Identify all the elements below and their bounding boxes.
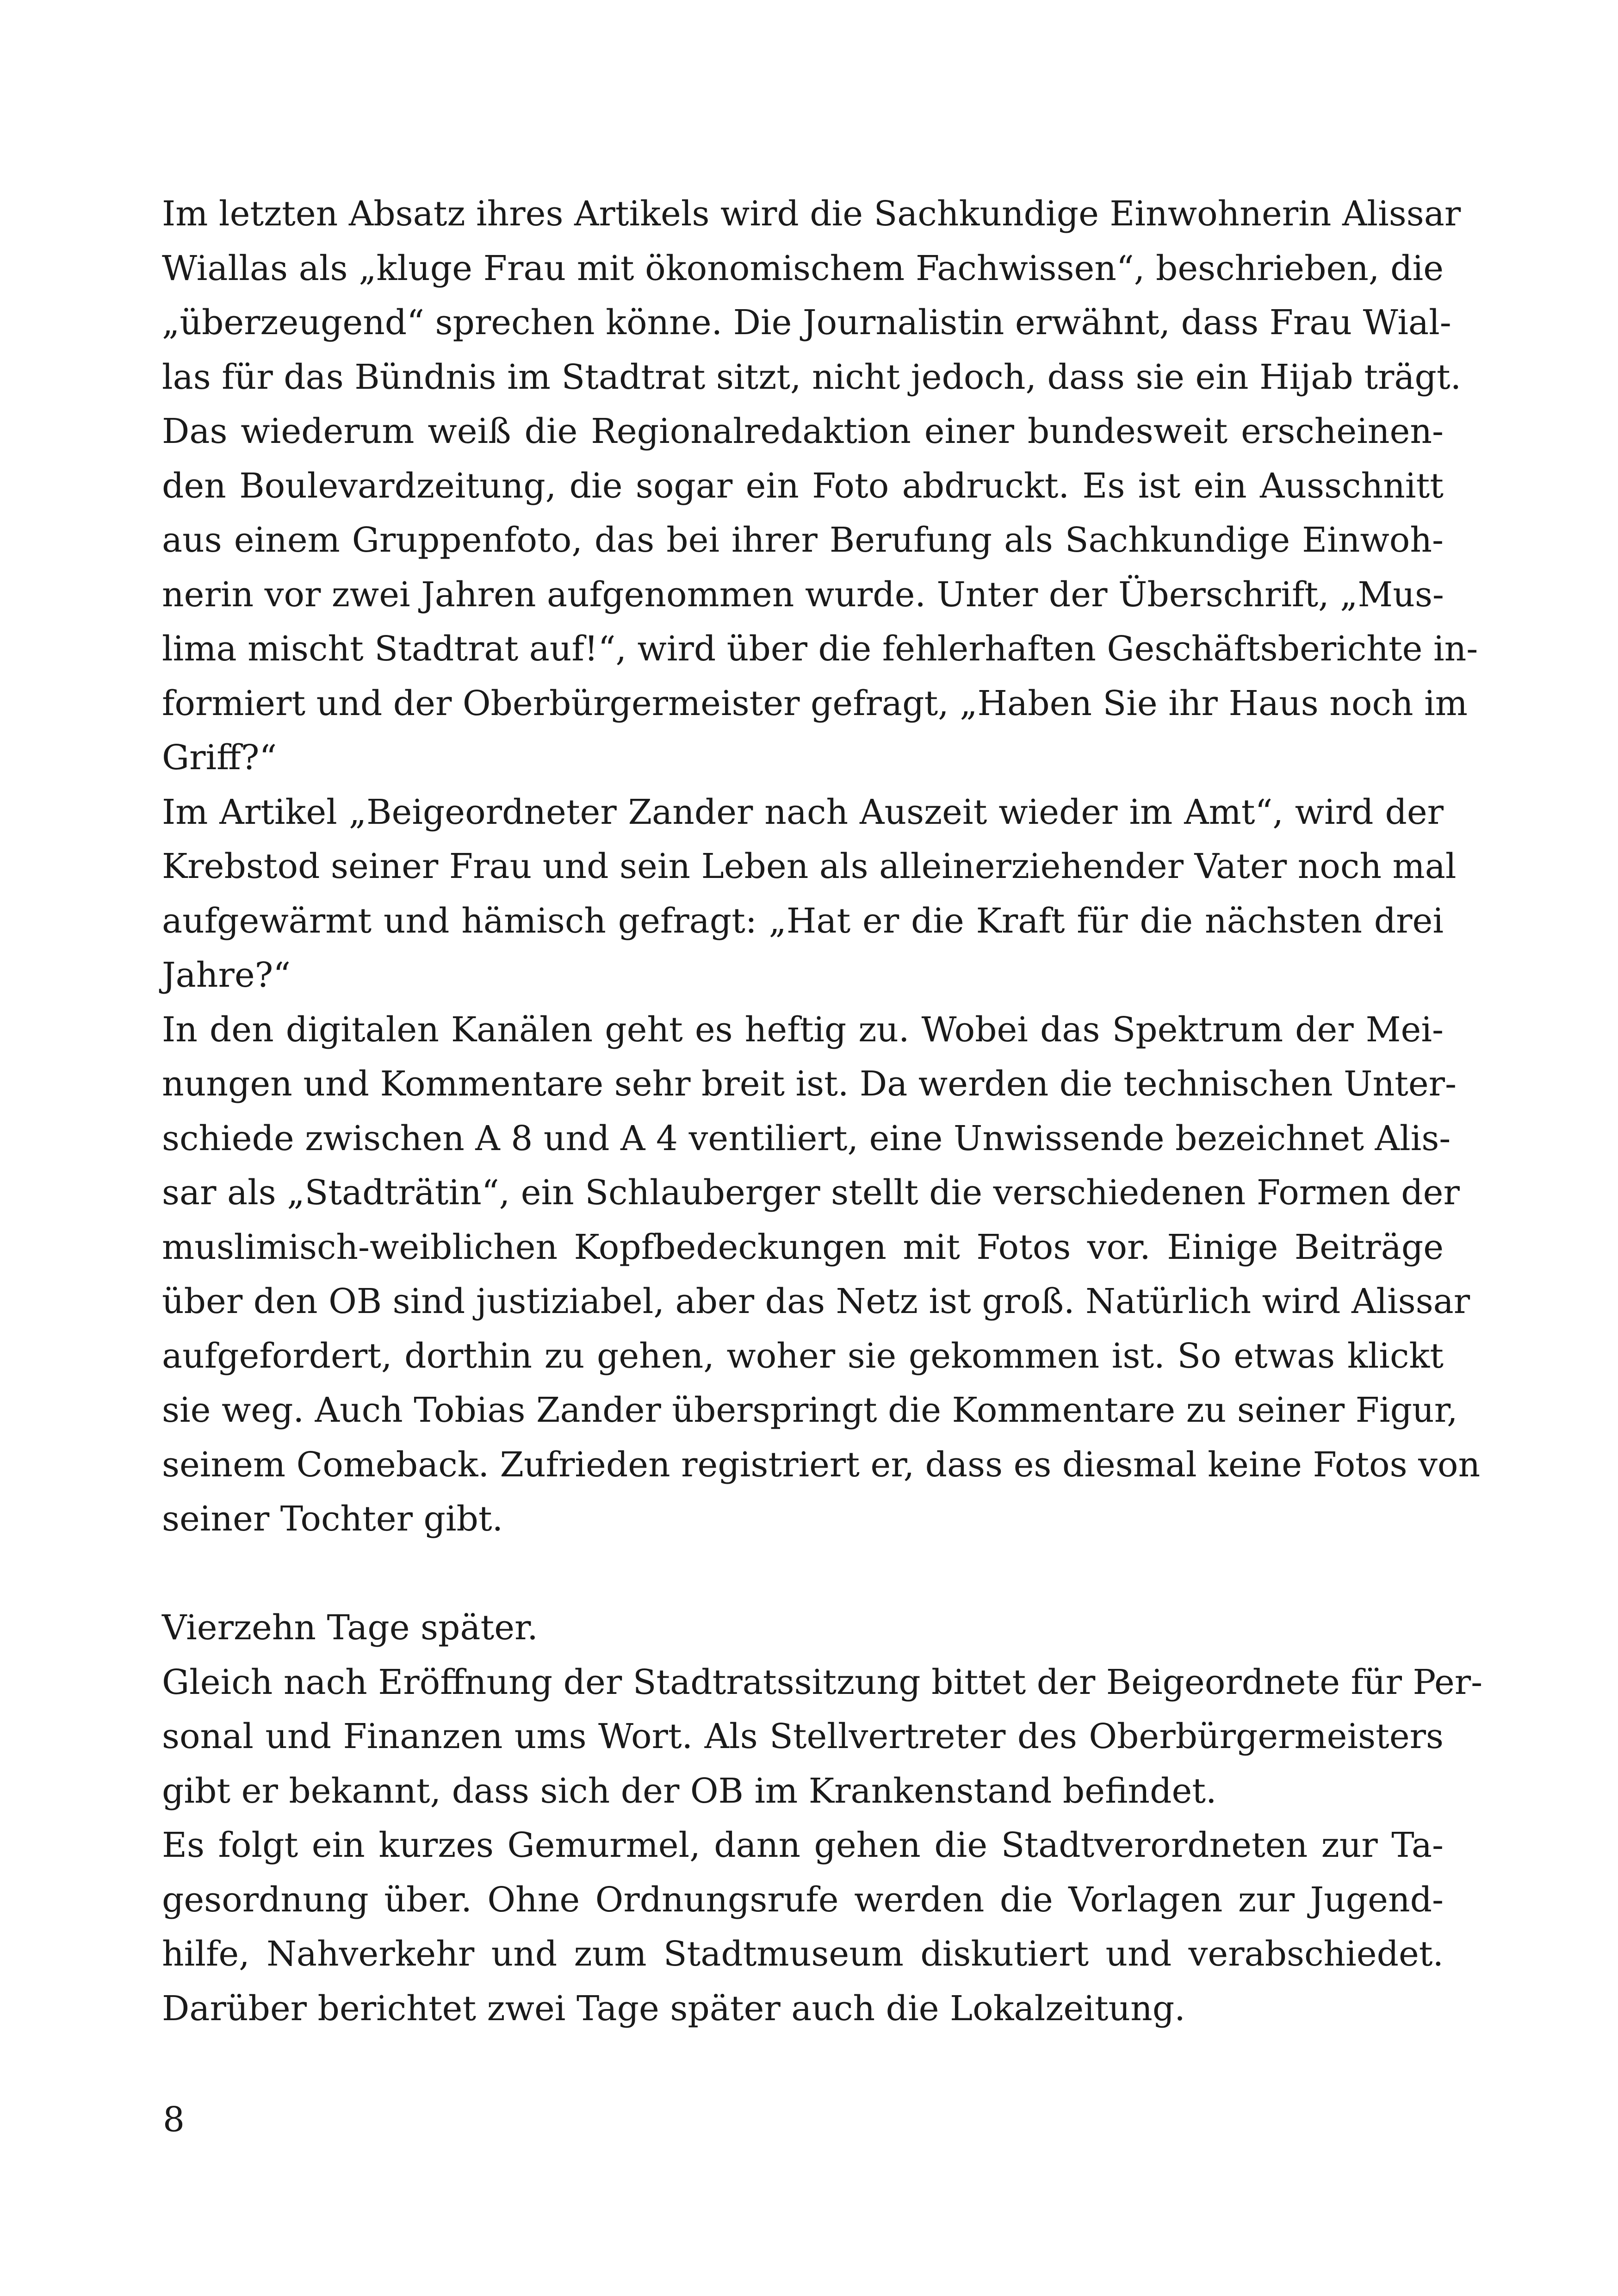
text-line: seinem Comeback. Zufrieden registriert er, dass es diesmal keine Fotos von <box>162 1444 1481 1485</box>
text-line: formiert und der Oberbürgermeister gefragt, „Haben Sie ihr Haus noch im <box>162 683 1468 723</box>
text-line: nungen und Kommentare sehr breit ist. Da werden die technischen Unter- <box>162 1064 1457 1104</box>
text-line: Im letzten Absatz ihres Artikels wird die Sachkundige Einwohnerin Alissar <box>162 194 1461 234</box>
text-line: hilfe, Nahverkehr und zum Stadtmuseum diskutiert und verabschiedet. <box>162 1934 1444 1974</box>
text-line: Das wiederum weiß die Regionalredaktion einer bundesweit erscheinen- <box>162 411 1444 451</box>
text-line: In den digitalen Kanälen geht es heftig zu. Wobei das Spektrum der Mei- <box>162 1009 1444 1050</box>
text-line: Es folgt ein kurzes Gemurmel, dann gehen die Stadtverordneten zur Ta- <box>162 1825 1444 1865</box>
text-line: Gleich nach Eröffnung der Stadtratssitzung bittet der Beigeordnete für Per- <box>162 1662 1483 1702</box>
text-line: Krebstod seiner Frau und sein Leben als alleinerziehender Vater noch mal <box>162 846 1457 886</box>
text-line: über den OB sind justiziabel, aber das Netz ist groß. Natürlich wird Alissar <box>162 1282 1470 1321</box>
text-line: den Boulevardzeitung, die sogar ein Foto abdruckt. Es ist ein Ausschnitt <box>162 466 1444 506</box>
text-line: Griff?“ <box>162 738 277 778</box>
text-line: „überzeugend“ sprechen könne. Die Journalistin erwähnt, dass Frau Wial- <box>162 303 1451 342</box>
text-line: Im Artikel „Beigeordneter Zander nach Auszeit wieder im Amt“, wird der <box>162 792 1444 832</box>
text-line: sar als „Stadträtin“, ein Schlauberger stellt die verschiedenen Formen der <box>162 1173 1460 1213</box>
text-line: gesordnung über. Ohne Ordnungsrufe werden die Vorlagen zur Jugend- <box>162 1879 1444 1920</box>
text-line: lima mischt Stadtrat auf!“, wird über die fehlerhaften Geschäftsberichte in- <box>162 629 1478 669</box>
text-line: Darüber berichtet zwei Tage später auch die Lokalzeitung. <box>162 1988 1185 2028</box>
text-line: aufgewärmt und hämisch gefragt: „Hat er die Kraft für die nächsten drei <box>162 901 1444 941</box>
text-line: Jahre?“ <box>162 955 291 995</box>
text-line: gibt er bekannt, dass sich der OB im Krankenstand befindet. <box>162 1771 1217 1811</box>
text-line: aus einem Gruppenfoto, das bei ihrer Berufung als Sachkundige Einwoh- <box>162 520 1444 560</box>
text-line: schiede zwischen A 8 und A 4 ventiliert, eine Unwissende bezeichnet Alis- <box>162 1118 1451 1158</box>
text-line: seiner Tochter gibt. <box>162 1499 503 1539</box>
text-line: aufgefordert, dorthin zu gehen, woher sie gekommen ist. So etwas klickt <box>162 1336 1444 1376</box>
paragraph <box>162 1003 1481 1547</box>
page-number: 8 <box>163 2100 185 2140</box>
body-text <box>162 187 1483 2036</box>
text-line: muslimisch-weiblichen Kopfbedeckungen mit Fotos vor. Einige Beiträge <box>162 1227 1444 1267</box>
text-line: nerin vor zwei Jahren aufgenommen wurde. Unter der Überschrift, „Mus- <box>162 574 1444 615</box>
paragraph-spacer <box>162 1547 1444 1601</box>
paragraph <box>162 1818 1444 2036</box>
text-line: las für das Bündnis im Stadtrat sitzt, nicht jedoch, dass sie ein Hijab trägt. <box>162 357 1462 397</box>
paragraph <box>162 1655 1483 1819</box>
text-line: sie weg. Auch Tobias Zander überspringt die Kommentare zu seiner Figur, <box>162 1390 1458 1430</box>
paragraph <box>162 785 1457 1003</box>
paragraph <box>162 1601 1444 1655</box>
text-line: Vierzehn Tage später. <box>162 1608 538 1648</box>
text-line: sonal und Finanzen ums Wort. Als Stellvertreter des Oberbürgermeisters <box>162 1717 1444 1756</box>
paragraph <box>162 187 1478 785</box>
text-line: Wiallas als „kluge Frau mit ökonomischem Fachwissen“, beschrieben, die <box>162 248 1444 288</box>
